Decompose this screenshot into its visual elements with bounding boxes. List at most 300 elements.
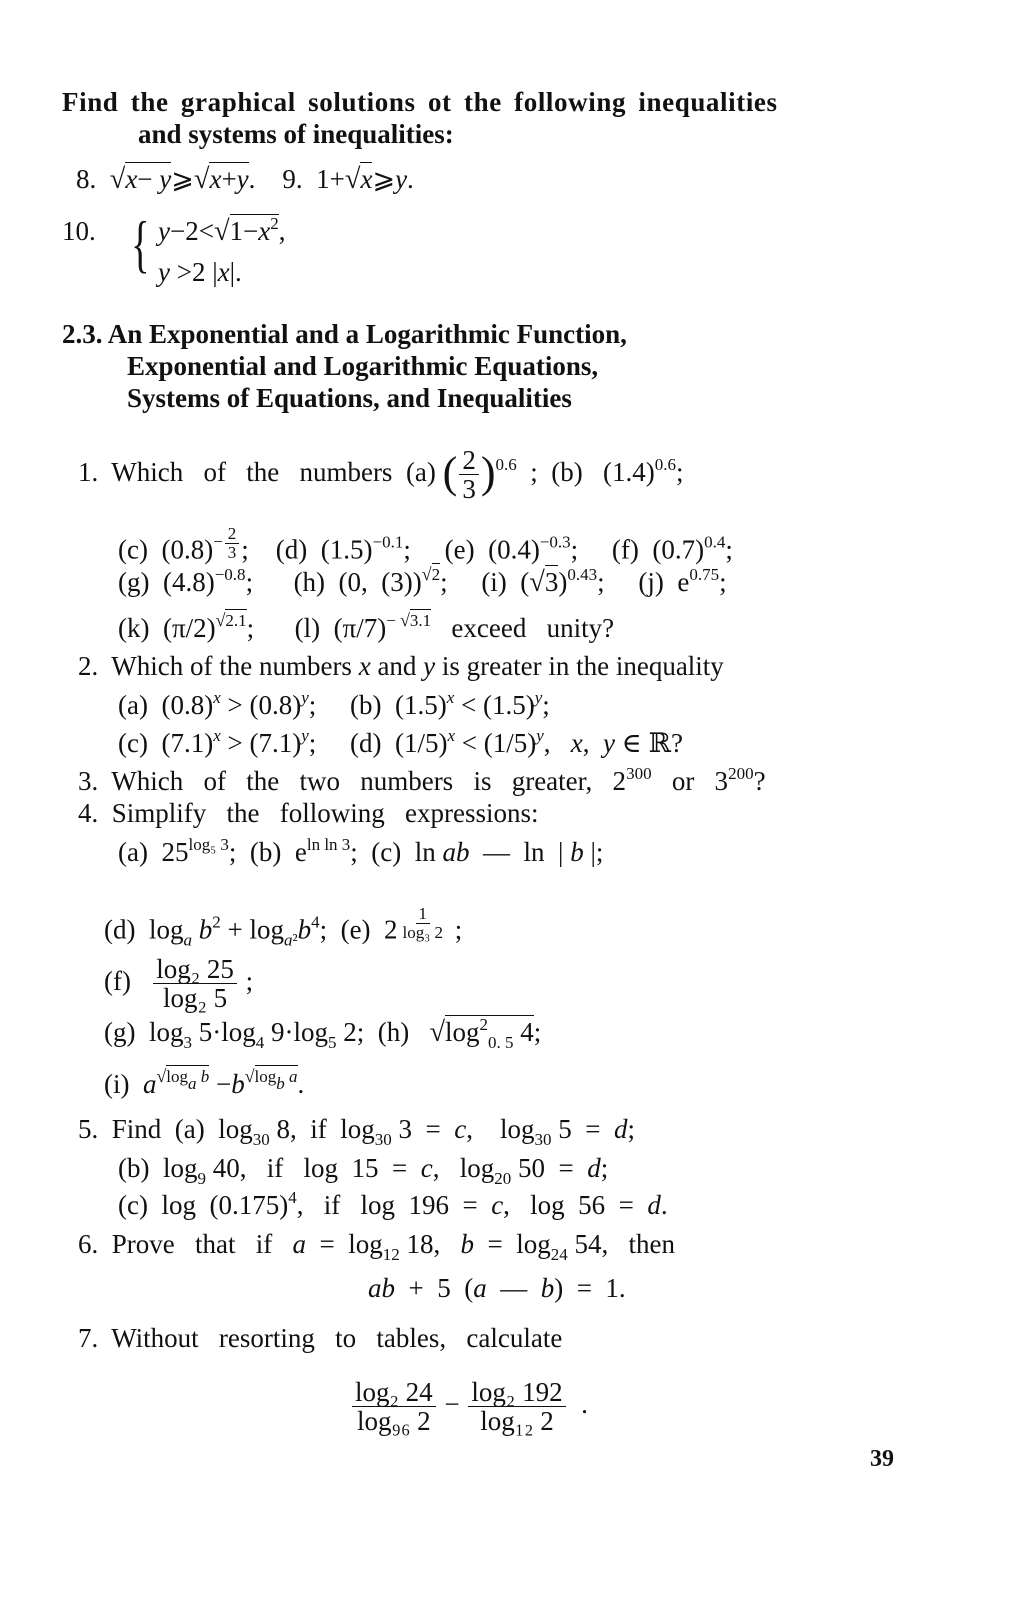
math-text: log₅ 3: [188, 835, 229, 854]
superscript: [655, 455, 676, 474]
subscript: [256, 1033, 265, 1052]
subscript: [183, 930, 192, 949]
q2-line-1: [78, 650, 724, 682]
superscript: [422, 565, 440, 584]
math-variable: b: [460, 1229, 474, 1259]
subscript: [375, 1130, 392, 1149]
math-text: = log: [305, 1229, 383, 1259]
math-text: −: [137, 164, 160, 194]
math-text: ,: [278, 216, 286, 246]
math-variable: x: [360, 164, 373, 194]
radical-sign-icon: √: [529, 567, 545, 598]
math-text: ;: [725, 534, 733, 565]
math-text: 300: [626, 764, 652, 783]
math-text: (c) (0.8): [118, 534, 214, 565]
math-text: > (7.1): [220, 728, 302, 758]
math-text: 2: [270, 214, 279, 233]
math-text: ;: [627, 1114, 635, 1144]
math-text: 1−: [229, 216, 259, 246]
math-text: 0.43: [567, 565, 598, 584]
superscript: [213, 524, 241, 562]
math-text: — ln |: [469, 837, 571, 867]
superscript: [689, 565, 719, 584]
math-text: 50 =: [511, 1153, 588, 1183]
math-text: 4: [255, 1033, 265, 1052]
math-text: .: [660, 1190, 668, 1220]
math-text: 0.6: [654, 455, 676, 475]
math-variable: d: [647, 1190, 661, 1220]
large-parenthesis: (: [442, 448, 458, 498]
q2-line-3: [118, 727, 683, 759]
superscript: [626, 764, 652, 783]
math-text: (i): [104, 1069, 143, 1099]
math-text: ; (i) (: [440, 567, 530, 597]
math-text: —: [486, 1273, 541, 1303]
square-root: [110, 163, 172, 196]
math-text: (g) log: [104, 1017, 184, 1047]
math-text: , if log 196 =: [296, 1190, 492, 1220]
q4-line-d-e: [104, 904, 463, 950]
math-text: |.: [229, 257, 242, 287]
math-text: ;: [238, 966, 254, 997]
radicand: [225, 609, 246, 630]
denominator: log₃ 2: [402, 922, 443, 942]
subscript: [284, 930, 298, 949]
radical-sign-icon: √: [156, 1066, 167, 1086]
math-text: ²: [292, 930, 298, 950]
math-variable: x: [209, 164, 222, 194]
math-text: −: [386, 611, 401, 630]
math-variable: b: [297, 914, 312, 945]
problem-10-line-2: [158, 256, 242, 288]
math-text: [192, 914, 199, 944]
math-text: , log 56 =: [503, 1190, 648, 1220]
subscript: [551, 1245, 568, 1264]
math-text: exceed unity?: [431, 613, 615, 643]
superscript: [540, 532, 571, 551]
math-text: −: [213, 532, 223, 552]
math-variable: ab: [368, 1273, 395, 1303]
math-text: 5: [327, 1033, 337, 1052]
denominator: log₉₆ 2: [357, 1406, 431, 1437]
denominator: 3: [227, 542, 237, 562]
section-heading-line-1: 2.3. An Exponential and a Logarithmic Function,: [62, 319, 627, 349]
math-text: ; (e) 2: [319, 914, 398, 945]
square-root: [244, 1066, 298, 1093]
math-text: 4: [288, 1188, 297, 1207]
q4-line-i: [104, 1068, 304, 1100]
radicand: [410, 609, 431, 630]
math-text: −0.1: [372, 532, 404, 552]
superscript: [215, 565, 246, 584]
superscript: [536, 726, 544, 745]
q5-line-3: [118, 1189, 668, 1221]
radical-sign-icon: √: [429, 1017, 446, 1048]
math-text: 0.6: [495, 455, 517, 475]
math-variable: y: [534, 688, 543, 707]
math-text: (k) (π/2): [118, 613, 216, 643]
math-variable: x: [213, 688, 221, 707]
math-text: + 5 (: [395, 1273, 474, 1303]
q1-line-2: [118, 525, 733, 565]
math-text: 6. Prove that if: [78, 1229, 293, 1259]
math-variable: x: [446, 688, 455, 707]
math-text: < (1.5): [454, 690, 535, 720]
math-variable: b: [540, 1273, 555, 1303]
math-variable: y: [423, 651, 436, 681]
denominator: 3: [462, 474, 476, 505]
math-text: (a) 25: [118, 837, 189, 867]
math-text: log: [254, 1067, 277, 1086]
math-text: 54, then: [567, 1229, 675, 1259]
square-root: [429, 1015, 534, 1052]
math-text: 5. Find (a) log: [78, 1114, 253, 1144]
math-variable: a: [283, 930, 293, 950]
q7-line-1: [78, 1322, 562, 1354]
q5-line-1: [78, 1113, 635, 1149]
math-text: ;: [600, 1153, 609, 1183]
math-text: > (0.8): [220, 690, 302, 720]
math-variable: x: [213, 726, 221, 745]
superscript: [704, 532, 725, 551]
problem-10-number: 10.: [62, 216, 96, 246]
math-text: |;: [583, 837, 604, 867]
math-variable: y: [603, 728, 616, 758]
fraction: [153, 955, 237, 1013]
q6-line-1: [78, 1228, 675, 1264]
subscript: [183, 1033, 192, 1052]
math-text: ; (h) (0, (3)): [245, 567, 422, 597]
radicand: [209, 162, 248, 194]
math-text: ) = 1.: [554, 1273, 626, 1303]
math-text: log: [445, 1017, 480, 1047]
math-text: 2: [479, 1015, 489, 1034]
superscript: [480, 1015, 489, 1034]
numerator: log₂ 192: [468, 1378, 565, 1407]
superscript: [156, 1066, 210, 1093]
q3-line: [78, 765, 766, 797]
math-text: 12: [382, 1245, 400, 1264]
math-text: (a) (0.8): [118, 690, 214, 720]
math-text: 2; (h): [336, 1017, 430, 1047]
radicand: [545, 565, 559, 597]
system-brace: {: [131, 208, 150, 279]
math-text: 3. Which of the two numbers is greater, 2: [78, 766, 627, 796]
denominator: log₁₂ 2: [480, 1406, 554, 1437]
q4-line-f: [104, 955, 253, 1013]
math-text: ,: [582, 728, 604, 758]
math-text: 7. Without resorting to tables, calculate: [78, 1323, 563, 1353]
section-heading-line-2: Exponential and Logarithmic Equations,: [127, 351, 599, 381]
math-text: .: [567, 1389, 588, 1420]
radicand: [445, 1015, 534, 1052]
math-text: −0.8: [214, 565, 246, 584]
square-root: [400, 610, 432, 630]
math-text: 4: [513, 1017, 534, 1047]
numerator: 2: [225, 525, 240, 544]
subscript: [253, 1130, 270, 1149]
math-text: ; (f) (0.7): [570, 534, 705, 565]
math-text: is greater in the inequality: [435, 651, 724, 681]
subscript: [197, 1169, 206, 1188]
math-text: , log: [432, 1153, 495, 1183]
math-text: 5·log: [191, 1017, 256, 1047]
math-text: = log: [473, 1229, 551, 1259]
square-root: [215, 610, 247, 630]
superscript: [213, 688, 221, 707]
math-text: 3: [183, 1033, 192, 1052]
math-text: ;: [533, 1017, 542, 1047]
math-text: ; (c) ln: [350, 837, 443, 867]
radicand: [230, 214, 279, 246]
math-text: −: [437, 1389, 467, 1420]
superscript: [311, 912, 320, 931]
q1-line-1: [78, 446, 683, 504]
math-text: 24: [550, 1245, 568, 1264]
math-text: 8, if log: [269, 1114, 375, 1144]
page-number: 39: [870, 1446, 894, 1472]
math-variable: c: [454, 1114, 467, 1144]
math-text: log: [166, 1067, 189, 1086]
square-root: [194, 163, 249, 196]
math-variable: a: [188, 1074, 197, 1093]
superscript: [244, 1066, 298, 1093]
superscript: [212, 912, 221, 931]
math-text: 2. Which of the numbers: [78, 651, 359, 681]
math-text: 40, if log 15 =: [205, 1153, 421, 1183]
math-text: ,: [543, 728, 571, 758]
math-text: 9·log: [264, 1017, 328, 1047]
radical-sign-icon: √: [400, 610, 410, 630]
superscript: [288, 1188, 297, 1207]
q5-line-2: [118, 1152, 609, 1188]
math-text: ; (d) (1.5): [241, 534, 373, 565]
math-text: 3 =: [391, 1114, 455, 1144]
q4-line-a-b-c: [118, 836, 603, 868]
superscript: [213, 726, 221, 745]
subscript: [534, 1130, 551, 1149]
fraction: [225, 525, 240, 562]
math-text: >2 |: [169, 257, 218, 287]
q4-line-1: [78, 797, 538, 829]
math-variable: c: [420, 1153, 433, 1183]
math-text: .: [407, 164, 414, 194]
q7-expression: [350, 1378, 588, 1436]
radical-sign-icon: √: [109, 164, 126, 195]
math-text: −: [209, 1069, 232, 1099]
math-variable: a: [183, 930, 192, 950]
math-variable: ab: [442, 837, 470, 867]
math-text: +: [221, 164, 237, 194]
math-text: 30: [534, 1130, 552, 1149]
math-text: 0.75: [689, 565, 720, 584]
superscript: [495, 455, 516, 474]
math-text: −2<: [169, 216, 214, 246]
math-text: (f): [104, 966, 152, 997]
math-variable: d: [613, 1114, 628, 1144]
fraction: [352, 1378, 436, 1436]
math-text: 200: [728, 764, 754, 783]
math-text: 3.1: [409, 611, 432, 630]
math-text: 0. 5: [488, 1033, 514, 1052]
math-text: ; (b) e: [228, 837, 307, 867]
radical-sign-icon: √: [193, 164, 210, 195]
superscript: [301, 726, 309, 745]
superscript: [270, 214, 279, 233]
math-text: ;: [719, 567, 727, 597]
subscript: [383, 1245, 400, 1264]
math-text: (g) (4.8): [118, 567, 215, 597]
square-root: [214, 215, 279, 248]
denominator: log₂ 5: [162, 983, 228, 1014]
numerator: log₂ 24: [352, 1378, 436, 1407]
math-text: ; (e) (0.4): [403, 534, 540, 565]
fraction: [459, 446, 479, 504]
math-variable: x: [258, 216, 271, 246]
math-text: 4: [311, 912, 320, 932]
math-variable: b: [276, 1074, 285, 1093]
math-text: 0.4: [704, 532, 726, 552]
square-root: [156, 1066, 210, 1093]
fraction: [400, 905, 446, 942]
math-text: ; (l) (π/7): [246, 613, 387, 643]
math-text: 5 =: [551, 1114, 614, 1144]
math-variable: x: [358, 651, 371, 681]
intro-line-1: Find the graphical solutions ot the following inequalities: [62, 87, 778, 117]
math-text: 30: [374, 1130, 392, 1149]
superscript: [398, 904, 448, 942]
q4-line-g-h: [104, 1015, 542, 1052]
math-variable: y: [236, 164, 249, 194]
math-text: ;: [675, 457, 684, 488]
radicand: [254, 1065, 298, 1093]
math-variable: a: [473, 1273, 487, 1303]
math-text: ln ln 3: [306, 835, 351, 854]
math-text: < (1/5): [455, 728, 537, 758]
math-text: 30: [252, 1130, 270, 1149]
math-variable: x: [447, 726, 456, 745]
numerator: log₂ 25: [153, 955, 237, 984]
radicand: [166, 1065, 210, 1093]
q6-equation: [368, 1272, 626, 1304]
superscript: [567, 565, 597, 584]
math-variable: y: [158, 216, 170, 246]
subscript: [494, 1169, 511, 1188]
math-text: + log: [220, 914, 284, 945]
math-text: ∈ ℝ?: [615, 728, 683, 758]
superscript: [307, 835, 350, 854]
math-text: 9: [197, 1169, 206, 1188]
math-text: .: [297, 1069, 305, 1099]
superscript: [188, 835, 228, 854]
math-text: ): [558, 567, 568, 597]
math-text: (b) log: [118, 1153, 198, 1183]
problem-10-line-1: [158, 215, 285, 248]
math-text: and: [370, 651, 424, 681]
square-root: [529, 566, 558, 599]
math-text: ; (b) (1.4): [516, 457, 655, 488]
math-variable: x: [570, 728, 583, 758]
math-text: ⩾: [372, 164, 396, 194]
math-text: ; (b) (1.5): [308, 690, 447, 720]
math-variable: b: [231, 1069, 245, 1099]
problem-8-9: [76, 163, 414, 196]
math-text: or 3: [651, 766, 729, 796]
subscript: [488, 1033, 514, 1052]
q1-line-4: [118, 612, 614, 644]
math-text: 20: [494, 1169, 512, 1188]
math-variable: x: [217, 257, 230, 287]
math-text: 18,: [399, 1229, 461, 1259]
math-variable: y: [301, 688, 309, 707]
math-text: ⩾: [171, 164, 194, 194]
math-variable: y: [158, 257, 170, 287]
math-text: (c) log (0.175): [118, 1190, 289, 1220]
math-text: ; (j) e: [597, 567, 690, 597]
radical-sign-icon: √: [421, 564, 432, 584]
math-variable: a: [292, 1229, 306, 1259]
radical-sign-icon: √: [244, 1066, 255, 1086]
large-parenthesis: ): [480, 448, 496, 498]
math-text: −0.3: [539, 532, 571, 552]
math-text: ;: [447, 914, 463, 945]
radical-sign-icon: √: [215, 610, 226, 630]
fraction: [468, 1378, 565, 1436]
math-text: (d) log: [104, 914, 184, 945]
math-text: (c) (7.1): [118, 728, 214, 758]
superscript: [728, 764, 754, 783]
math-variable: y: [395, 164, 408, 194]
math-variable: y: [536, 726, 544, 745]
math-variable: a: [289, 1067, 298, 1086]
subscript: [276, 1074, 285, 1093]
math-text: 1. Which of the numbers (a): [78, 457, 443, 488]
q2-line-2: [118, 689, 550, 721]
math-variable: x: [125, 164, 138, 194]
square-root: [421, 564, 441, 584]
math-text: 8.: [76, 164, 110, 194]
radicand: [360, 162, 372, 194]
intro-line-2: and systems of inequalities:: [138, 119, 454, 149]
math-variable: b: [200, 1067, 210, 1086]
radicand: [432, 563, 441, 584]
math-text: 2: [431, 565, 441, 584]
radical-sign-icon: √: [344, 164, 361, 195]
section-heading-line-3: Systems of Equations, and Inequalities: [127, 383, 572, 413]
math-variable: y: [301, 726, 309, 745]
math-variable: d: [587, 1153, 601, 1183]
math-text: ; (d) (1/5): [308, 728, 448, 758]
math-variable: b: [570, 837, 584, 867]
math-text: ;: [542, 690, 550, 720]
q1-line-3: [118, 566, 727, 599]
numerator: 2: [459, 446, 479, 475]
math-variable: b: [198, 914, 213, 945]
superscript: [301, 688, 309, 707]
superscript: [216, 611, 247, 630]
superscript: [373, 532, 404, 551]
square-root: [345, 163, 373, 196]
math-text: 2: [212, 912, 221, 932]
superscript: [447, 726, 455, 745]
superscript: [386, 611, 431, 630]
math-variable: y: [159, 164, 172, 194]
math-text: 3: [544, 567, 559, 597]
subscript: [188, 1074, 197, 1093]
math-text: . 9. 1+: [248, 164, 345, 194]
math-text: ?: [753, 766, 766, 796]
math-text: , log: [466, 1114, 535, 1144]
